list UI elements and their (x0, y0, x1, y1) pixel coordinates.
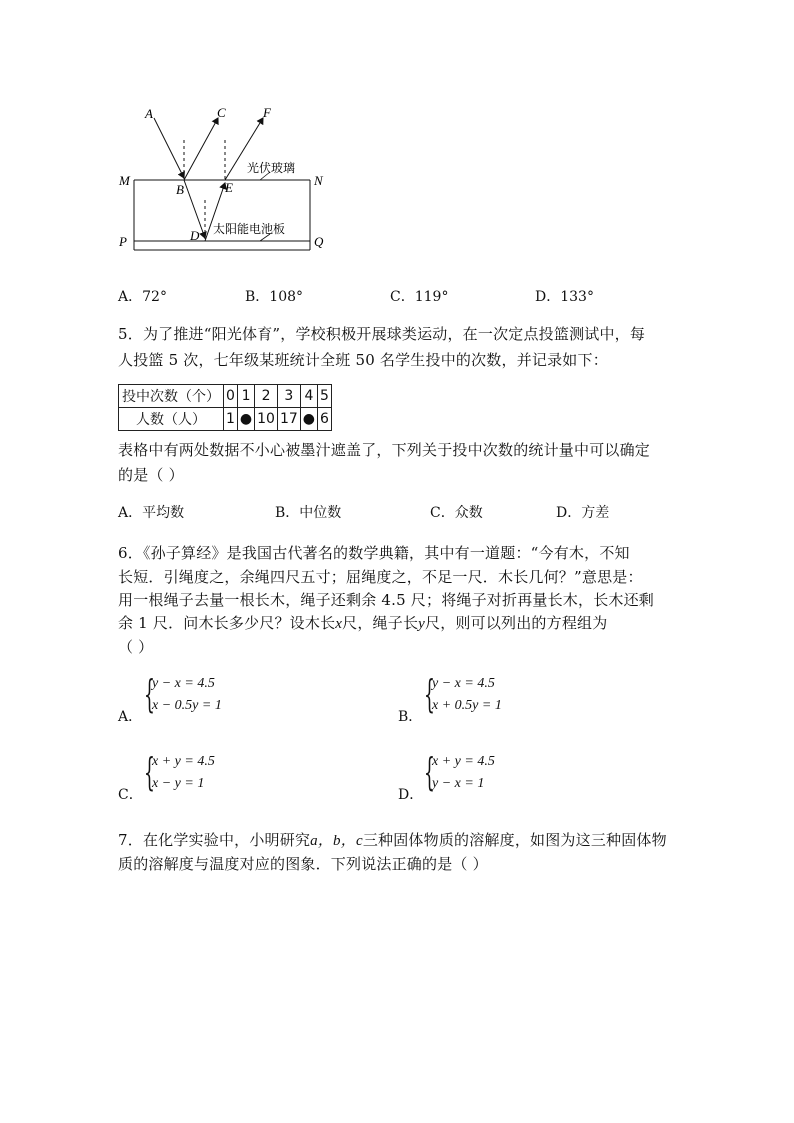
q6-option-a[interactable] (118, 672, 358, 725)
label-f: F (263, 105, 271, 120)
equation-2: x − 0.5y = 1 (152, 698, 222, 713)
q6-line4: 余 1 尺．问木长多少尺？设木长x尺，绳子长y尺，则可以列出的方程组为 (118, 614, 608, 632)
equation-2: y − x = 1 (432, 776, 485, 791)
q5-line1: 5．为了推进“阳光体育”，学校积极开展球类运动，在一次定点投篮测试中，每 (118, 325, 646, 343)
q6-line2: 长短．引绳度之，余绳四尺五寸；屈绳度之，不足一尺．木长几何？”意思是： (118, 568, 643, 586)
q4-option-c[interactable]: C．119° (390, 289, 449, 305)
q4-option-b[interactable]: B．108° (245, 289, 304, 305)
brace-icon: { (424, 672, 435, 716)
label-q: Q (314, 234, 324, 249)
table-cell: 6 (318, 408, 332, 431)
q6-option-c[interactable] (118, 750, 358, 803)
q5-line3: 表格中有两处数据不小心被墨汁遮盖了，下列关于投中次数的统计量中可以确定 (118, 441, 651, 459)
q5-line2: 人投篮 5 次，七年级某班统计全班 50 名学生投中的次数，并记录如下： (118, 351, 608, 369)
label-glass: 光伏玻璃 (247, 161, 296, 175)
q5-option-c[interactable]: C．众数 (430, 505, 483, 521)
option-letter: D． (398, 787, 424, 803)
q6-option-b[interactable] (398, 672, 638, 725)
label-c: C (217, 105, 226, 120)
optics-figure (110, 100, 340, 260)
label-d: D (190, 228, 200, 243)
q6-line3: 用一根绳子去量一根长木，绳子还剩余 4.5 尺；将绳子对折再量长木，长木还剩 (118, 591, 654, 609)
table-cell: 5 (318, 385, 332, 408)
q5-option-a[interactable]: A．平均数 (118, 505, 185, 521)
equation-1: x + y = 4.5 (432, 754, 495, 769)
ink-blot-cell: ● (237, 408, 254, 431)
ray-b-c (184, 118, 218, 180)
q4-option-d[interactable]: D．133° (535, 289, 594, 305)
var-x: x (335, 616, 343, 632)
brace-icon: { (144, 672, 155, 716)
table-cell: 3 (277, 385, 300, 408)
equation-1: y − x = 4.5 (152, 676, 215, 691)
equation-2: x − y = 1 (152, 776, 205, 791)
option-letter: B． (398, 709, 423, 725)
table-cell: 4 (300, 385, 317, 408)
equation-1: y − x = 4.5 (432, 676, 495, 691)
table-header-cell: 人数（人） (119, 408, 224, 431)
table-header-cell: 投中次数（个） (119, 385, 224, 408)
q5-option-d[interactable]: D．方差 (556, 505, 610, 521)
label-m: M (119, 173, 130, 188)
table-cell: 0 (224, 385, 238, 408)
label-a: A (145, 106, 153, 121)
table-cell: 10 (255, 408, 278, 431)
table-cell: 2 (255, 385, 278, 408)
q5-data-table (118, 384, 332, 431)
var-y: y (418, 616, 426, 632)
label-e: E (225, 180, 233, 195)
q5-line4: 的是（ ） (118, 466, 184, 484)
option-letter: C． (118, 787, 143, 803)
brace-icon: { (144, 750, 155, 794)
table-cell: 17 (277, 408, 300, 431)
q4-option-a[interactable]: A．72° (118, 289, 167, 305)
brace-icon: { (424, 750, 435, 794)
q7-line1: 7．在化学实验中，小明研究a，b，c三种固体物质的溶解度，如图为这三种固体物 (118, 831, 667, 849)
q5-option-b[interactable]: B．中位数 (275, 505, 342, 521)
q6-line5: （ ） (118, 638, 154, 656)
option-letter: A． (118, 709, 143, 725)
label-p: P (119, 234, 127, 249)
table-row (119, 385, 332, 408)
q6-line1: 6．《孙子算经》是我国古代著名的数学典籍，其中有一道题：“今有木，不知 (118, 544, 630, 562)
ray-a-b (154, 118, 184, 178)
q6-option-d[interactable] (398, 750, 638, 803)
label-b: B (176, 182, 184, 197)
label-panel: 太阳能电池板 (213, 222, 286, 236)
equation-2: x + 0.5y = 1 (432, 698, 502, 713)
q7-variables: a，b，c (310, 833, 363, 849)
q7-line2: 质的溶解度与温度对应的图象．下列说法正确的是（ ） (118, 855, 488, 873)
ink-blot-cell: ● (300, 408, 317, 431)
table-row (119, 408, 332, 431)
table-cell: 1 (224, 408, 238, 431)
label-n: N (314, 173, 323, 188)
equation-1: x + y = 4.5 (152, 754, 215, 769)
table-cell: 1 (237, 385, 254, 408)
